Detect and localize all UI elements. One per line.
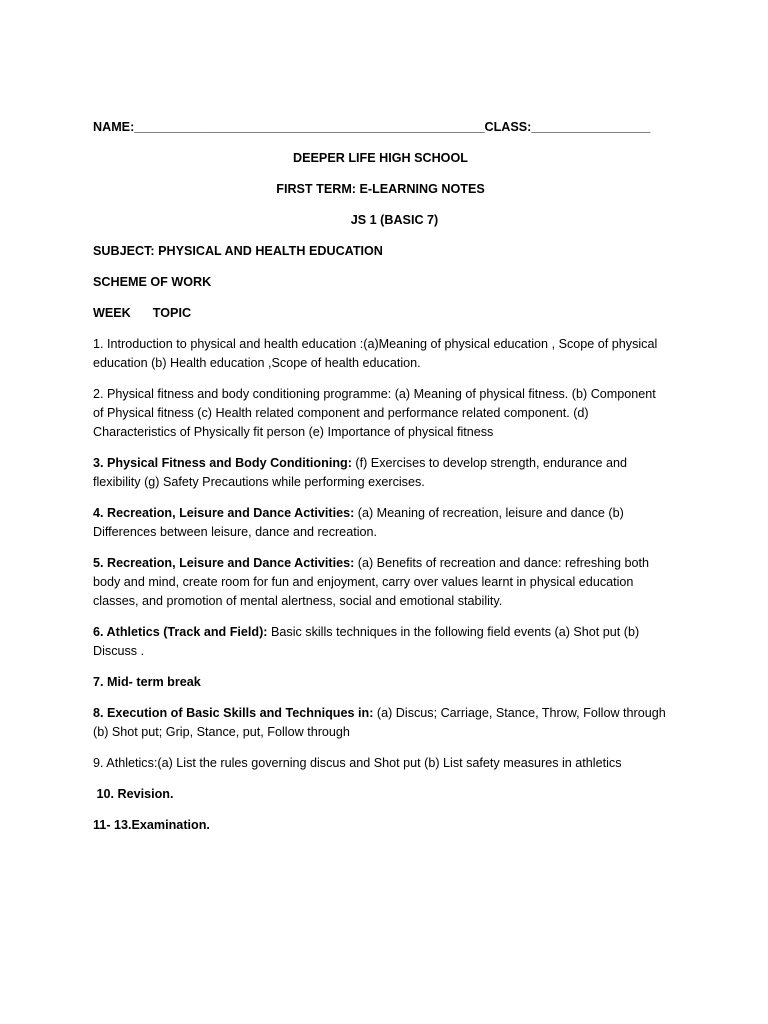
item-text: 1. Introduction to physical and health education :(a)Meaning of physical education , Scope of physical education (b) Health education ,Scope of health education. bbox=[93, 337, 658, 370]
item-bold: 11- 13.Examination. bbox=[93, 818, 210, 832]
scheme-item bbox=[93, 704, 668, 742]
item-text: (f) Exercises to develop strength, endurance and flexibility (g) Safety Precautions while performing exercises. bbox=[93, 456, 628, 489]
school-name: DEEPER LIFE HIGH SCHOOL bbox=[293, 151, 468, 165]
scheme-item bbox=[93, 385, 668, 442]
item-text: (a) Meaning of recreation, leisure and dance (b) Differences between leisure, dance and recreation. bbox=[93, 506, 624, 539]
item-text: (a) Benefits of recreation and dance: refreshing both body and mind, create room for fun and enjoyment, carry over values learnt in physical education classes, and promotion of mental alertness, social and emotional stability. bbox=[93, 556, 650, 608]
item-text: 2. Physical fitness and body conditioning programme: (a) Meaning of physical fitness. (b) Component of Physical fitness (c) Health related component and performance related component. (d) Characteristics of Physically fit person (e) Importance of physical fitness bbox=[93, 387, 656, 439]
week-column-label: WEEK bbox=[93, 306, 131, 320]
scheme-item bbox=[93, 454, 668, 492]
item-bold: 7. Mid- term break bbox=[93, 675, 201, 689]
name-class-line: NAME:__________________________________________________CLASS:_________________ bbox=[93, 120, 651, 134]
item-text: 9. Athletics:(a) List the rules governing discus and Shot put (b) List safety measures in athletics bbox=[93, 756, 622, 770]
scheme-item bbox=[93, 816, 668, 835]
column-headers bbox=[93, 304, 668, 323]
scheme-item bbox=[93, 335, 668, 373]
item-bold: 5. Recreation, Leisure and Dance Activities: bbox=[93, 556, 355, 570]
term-title: FIRST TERM: E-LEARNING NOTES bbox=[276, 182, 485, 196]
item-bold: 4. Recreation, Leisure and Dance Activities: bbox=[93, 506, 355, 520]
scheme-item bbox=[93, 673, 668, 692]
item-text: (a) Discus; Carriage, Stance, Throw, Follow through (b) Shot put; Grip, Stance, put, Follow through bbox=[93, 706, 666, 739]
scheme-item bbox=[93, 785, 668, 804]
topic-column-label: TOPIC bbox=[152, 306, 192, 320]
subject-heading: SUBJECT: PHYSICAL AND HEALTH EDUCATION bbox=[93, 244, 383, 258]
item-bold: 6. Athletics (Track and Field): bbox=[93, 625, 268, 639]
class-level: JS 1 (BASIC 7) bbox=[350, 213, 439, 227]
document-page bbox=[93, 118, 668, 847]
scheme-title: SCHEME OF WORK bbox=[93, 275, 212, 289]
item-bold: 10. Revision. bbox=[93, 787, 174, 801]
scheme-item bbox=[93, 504, 668, 542]
item-bold: 8. Execution of Basic Skills and Techniques in: bbox=[93, 706, 374, 720]
scheme-item bbox=[93, 754, 668, 773]
item-text: Basic skills techniques in the following field events (a) Shot put (b) Discuss . bbox=[93, 625, 640, 658]
item-bold: 3. Physical Fitness and Body Conditioning: bbox=[93, 456, 352, 470]
scheme-item bbox=[93, 623, 668, 661]
scheme-item bbox=[93, 554, 668, 611]
